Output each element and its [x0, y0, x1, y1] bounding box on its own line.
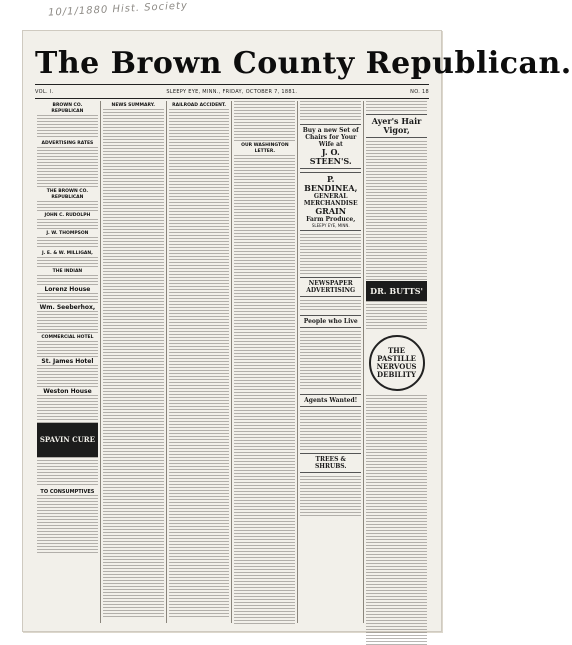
column-6 — [364, 101, 429, 623]
column-1 — [35, 101, 101, 623]
agents-wanted-ad — [300, 394, 361, 407]
card-thompson: J. W. THOMPSON — [37, 231, 98, 237]
steens-chairs-ad — [300, 124, 361, 169]
bendinea-ad — [300, 172, 361, 231]
pencil-annotation: 10/1/1880 Hist. Society — [47, 0, 189, 19]
washington-letter-heading: OUR WASHINGTON LETTER. — [234, 143, 295, 155]
chairs-ad-line: Buy a new Set of Chairs for Your Wife at — [302, 127, 359, 148]
general-merchandise: GENERAL MERCHANDISE — [303, 193, 358, 207]
columns — [35, 101, 429, 623]
newspaper-page — [22, 30, 572, 632]
grain-label: GRAIN — [315, 206, 347, 216]
pastille-seal: THE PASTILLE NERVOUS DEBILITY — [369, 335, 425, 391]
column-2 — [101, 101, 167, 623]
trees-shrubs-ad — [300, 453, 361, 473]
railroad-accident-heading: RAILROAD ACCIDENT. — [169, 103, 230, 109]
issue-number: NO. 18 — [410, 89, 429, 95]
sleepy-eye-location: SLEEPY EYE, MINN. — [311, 223, 350, 228]
volume-label: VOL. I. — [35, 89, 54, 95]
card-st-james-hotel: St. James Hotel — [37, 359, 98, 365]
card-indian: THE INDIAN — [37, 269, 98, 275]
news-summary-heading: NEWS SUMMARY. — [103, 103, 164, 109]
people-who-live-title: People who Live — [303, 318, 358, 325]
agents-wanted-title: Agents Wanted! — [304, 397, 358, 404]
date-label: SLEEPY EYE, MINN., FRIDAY, OCTOBER 7, 1881. — [166, 89, 298, 95]
trees-shrubs-title: TREES & SHRUBS. — [314, 456, 347, 470]
col1-heading-1: BROWN CO. REPUBLICAN — [37, 103, 98, 115]
farm-produce: Farm Produce, — [306, 216, 356, 223]
bottom-rule — [35, 98, 429, 99]
dr-butts-ad: DR. BUTTS' — [366, 281, 427, 301]
column-3 — [167, 101, 233, 623]
card-rudolph: JOHN C. RUDOLPH — [37, 213, 98, 219]
ayers-hair-vigor-ad — [366, 114, 427, 138]
ayers-title: Ayer's Hair Vigor, — [371, 116, 422, 135]
card-weston-house: Weston House — [37, 389, 98, 395]
column-4 — [232, 101, 298, 623]
card-commercial-hotel: COMMERCIAL HOTEL — [37, 335, 98, 341]
column-5 — [298, 101, 364, 623]
card-lorenz-house: Lorenz House — [37, 287, 98, 293]
top-rule — [35, 84, 429, 85]
card-milligan: J. E. & W. MILLIGAN, — [37, 251, 98, 257]
people-who-live-ad — [300, 315, 361, 328]
col1-consumptives-ad: TO CONSUMPTIVES — [37, 489, 98, 495]
col1-heading-2: ADVERTISING RATES — [37, 141, 98, 147]
newspaper-advertising-title: NEWSPAPER ADVERTISING — [306, 280, 356, 294]
spavin-cure-ad: SPAVIN CURE — [37, 423, 98, 457]
bendinea-name: P. BENDINEA, — [304, 174, 358, 193]
newspaper-advertising-ad — [300, 277, 361, 297]
dateline — [35, 87, 429, 97]
card-seeberhox: Wm. Seeberhox, — [37, 305, 98, 311]
col1-heading-3: THE BROWN CO. REPUBLICAN — [37, 189, 98, 201]
steens-name: J. O. STEEN'S. — [309, 147, 352, 166]
masthead-title: The Brown County Republican. — [35, 46, 572, 81]
